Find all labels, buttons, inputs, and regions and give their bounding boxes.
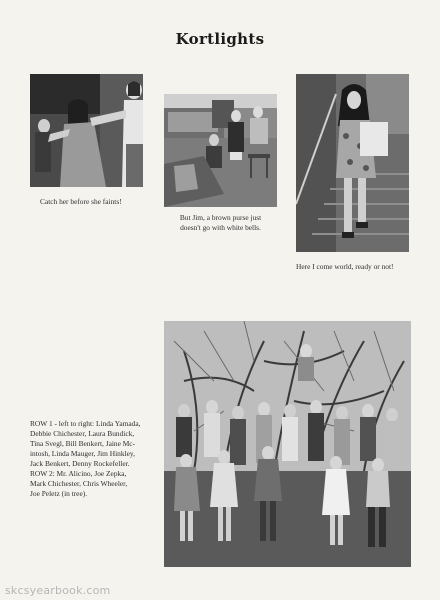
caption-group — [30, 419, 162, 499]
caption-group-line: ROW 2: Mr. Alicino, Joe Zepka, — [30, 469, 127, 478]
photo-dancing — [30, 74, 143, 187]
caption-dancing: Catch her before she faints! — [40, 197, 122, 206]
photo-stairs — [296, 74, 409, 252]
photo-classroom — [164, 94, 277, 207]
caption-group-line: Jack Benkert, Denny Rockefeller. — [30, 459, 130, 468]
caption-classroom-line: But Jim, a brown purse just — [179, 213, 262, 222]
caption-group-line: ROW 1 - left to right: Linda Yamada, — [30, 419, 141, 428]
caption-group-line: Debbie Chichester, Laura Bundick, — [30, 429, 135, 438]
caption-group-line: intosh, Linda Mauger, Jim Hinkley, — [30, 449, 135, 458]
caption-group-line: Mark Chichester, Chris Wheeler, — [30, 479, 128, 488]
caption-classroom-line: doesn't go with white bells. — [180, 223, 261, 232]
caption-stairs: Here I come world, ready or not! — [296, 262, 394, 271]
caption-group-line: Joe Peletz (in tree). — [30, 489, 88, 498]
page-title: Kortlights — [175, 30, 265, 48]
watermark: skcsyearbook.com — [5, 584, 111, 597]
photo-group-tree — [164, 321, 411, 567]
caption-group-line: Tina Svegl, Bill Benkert, Jaine Mc- — [30, 439, 136, 448]
caption-classroom — [164, 213, 277, 233]
